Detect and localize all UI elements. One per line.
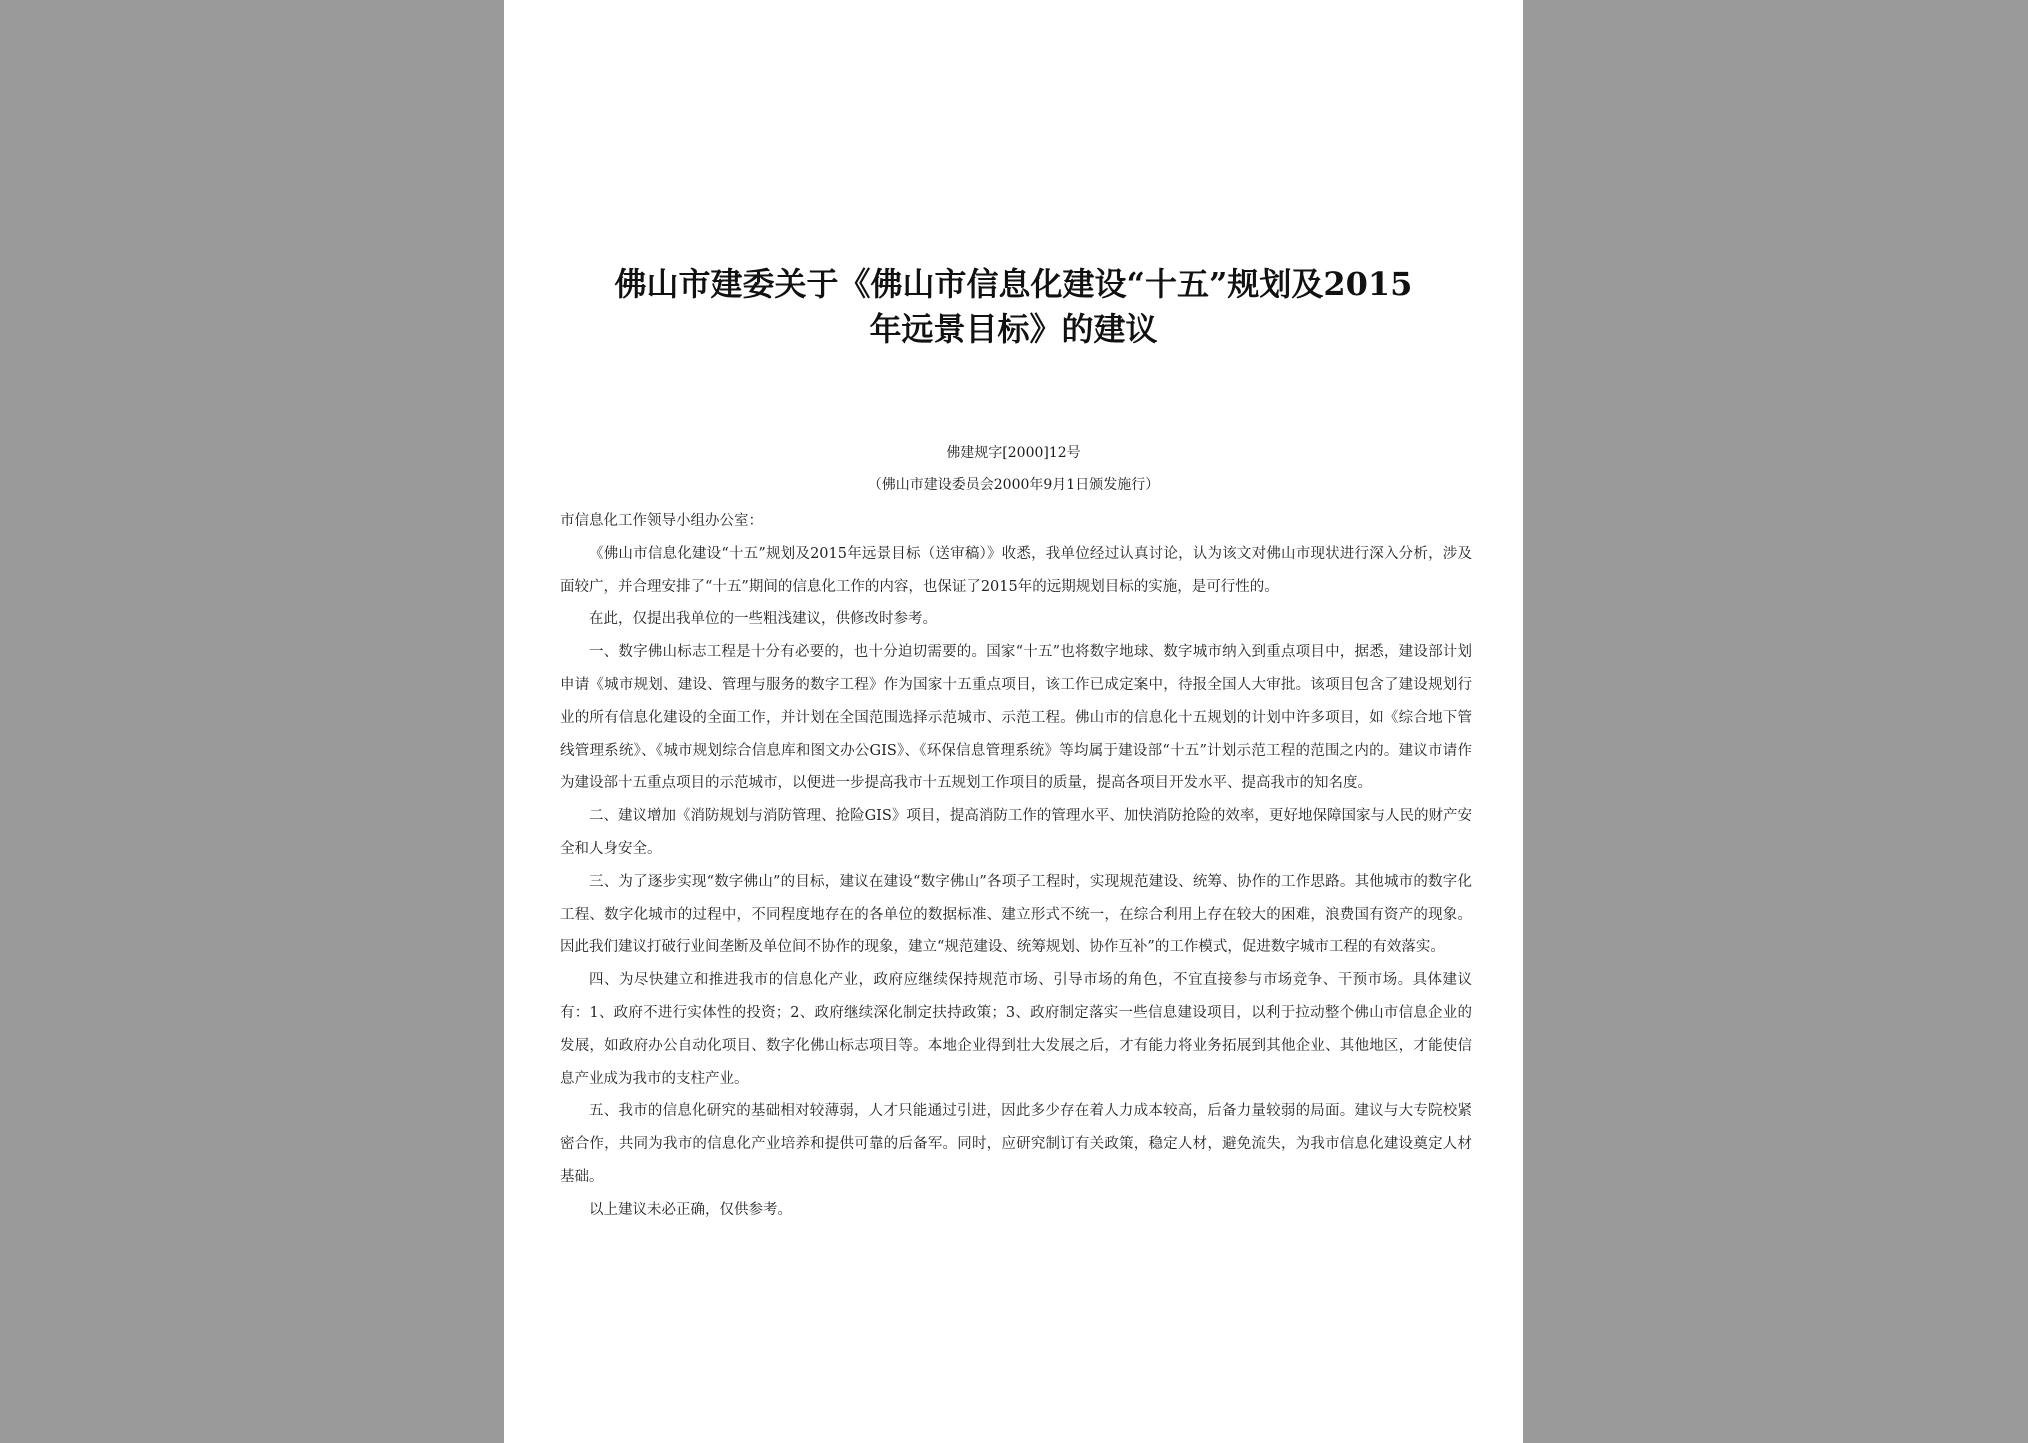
body-paragraph: 在此，仅提出我单位的一些粗浅建议，供修改时参考。 (589, 611, 937, 628)
body-paragraph: 一、数字佛山标志工程是十分有必要的，也十分迫切需要的。国家“十五”也将数字地球、数字城市纳入到重点项目中，据悉，建设部计划申请《城市规划、建设、管理与服务的数字工程》作为国家十五重点项目，该工作已成定案中，待报全国人大审批。该项目包含了建设规划行业的所有信息化建设的全面工作，并计划在全国范围选择示范城市、示范工程。佛山市的信息化十五规划的计划中许多项目，如《综合地下管线管理系统》、《城市规划综合信息库和图文办公GIS》、《环保信息管理系统》等均属于建设部“十五”计划示范工程的范围之内的。建议市请作为建设部十五重点项目的示范城市，以便进一步提高我市十五规划工作项目的质量，提高各项目开发水平、提高我市的知名度。 (560, 644, 1472, 792)
body-paragraph: 三、为了逐步实现“数字佛山”的目标，建议在建设“数字佛山”各项子工程时，实现规范建设、统筹、协作的工作思路。其他城市的数字化工程、数字化城市的过程中，不同程度地存在的各单位的数据标准、建立形式不统一，在综合利用上存在较大的困难，浪费国有资产的现象。因此我们建议打破行业间垄断及单位间不协作的现象，建立“规范建设、统筹规划、协作互补”的工作模式，促进数字城市工程的有效落实。 (560, 873, 1472, 956)
title-line-2: 年远景目标》的建议 (869, 310, 1158, 348)
body-paragraph: 《佛山市信息化建设“十五”规划及2015年远景目标（送审稿）》收悉，我单位经过认真讨论，认为该文对佛山市现状进行深入分析，涉及面较广，并合理安排了“十五”期间的信息化工作的内容，也保证了2015年的远期规划目标的实施，是可行性的。 (560, 545, 1472, 595)
closing-paragraph: 以上建议未必正确，仅供参考。 (589, 1201, 792, 1218)
document-number: 佛建规字[2000]12号 (946, 445, 1081, 461)
issued-note: （佛山市建设委员会2000年9月1日颁发施行） (867, 477, 1160, 493)
document-body (560, 505, 1472, 1227)
document-page (504, 0, 1523, 1443)
body-paragraph: 五、我市的信息化研究的基础相对较薄弱，人才只能通过引进，因此多少存在着人力成本较高，后备力量较弱的局面。建议与大专院校紧密合作，共同为我市的信息化产业培养和提供可靠的后备军。同时，应研究制订有关政策，稳定人材，避免流失，为我市信息化建设奠定人材基础。 (560, 1103, 1472, 1185)
title-line-1: 佛山市建委关于《佛山市信息化建设“十五”规划及2015 (614, 265, 1413, 303)
document-title (504, 262, 1523, 352)
body-paragraph: 二、建议增加《消防规划与消防管理、抢险GIS》项目，提高消防工作的管理水平、加快消防抢险的效率，更好地保障国家与人民的财产安全和人身安全。 (560, 808, 1472, 857)
body-paragraph: 四、为尽快建立和推进我市的信息化产业，政府应继续保持规范市场、引导市场的角色，不宜直接参与市场竞争、干预市场。具体建议有：1、政府不进行实体性的投资；2、政府继续深化制定扶持政策；3、政府制定落实一些信息建设项目，以利于拉动整个佛山市信息企业的发展，如政府办公自动化项目、数字化佛山标志项目等。本地企业得到壮大发展之后，才有能力将业务拓展到其他企业、其他地区，才能使信息产业成为我市的支柱产业。 (560, 972, 1472, 1087)
salutation: 市信息化工作领导小组办公室： (560, 513, 763, 529)
